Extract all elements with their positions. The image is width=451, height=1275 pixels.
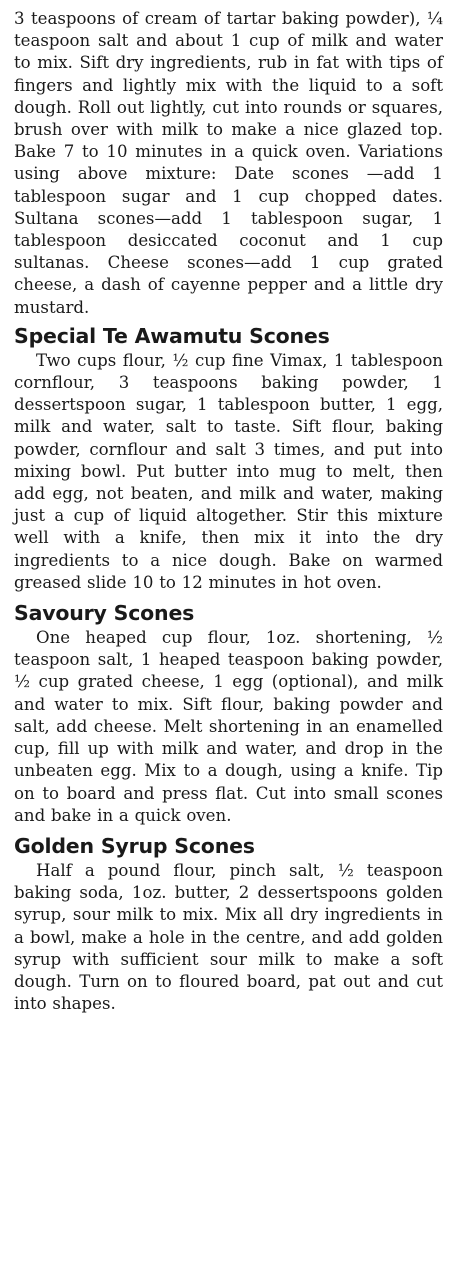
recipe-body: Two cups flour, ½ cup fine Vimax, 1 tablespoon cornflour, 3 teaspoons baking powder, 1 dessertspoon sugar, 1 tablespoon butter, 1 egg, milk and water, salt to taste. Sift flour, baking powder, cornflour and salt 3 times, and put into mixing bowl. Put butter into mug to melt, then add egg, not beaten, and milk and water, making just a cup of liquid altogether. Stir this mixture well with a knife, then mix it into the dry ingredients to a nice dough. Bake on warmed greased slide 10 to 12 minutes in hot oven. (14, 350, 443, 592)
recipe-body: Half a pound flour, pinch salt, ½ teaspoon baking soda, 1oz. butter, 2 dessertspoons golden syrup, sour milk to mix. Mix all dry ingredients in a bowl, make a hole in the centre, and add golden syrup with sufficient sour milk to make a soft dough. Turn on to floured board, pat out and cut into shapes. (14, 860, 443, 1014)
intro-paragraph: 3 teaspoons of cream of tartar baking powder), ¼ teaspoon salt and about 1 cup of milk and water to mix. Sift dry ingredients, rub in fat with tips of fingers and lightly mix with the liquid to a soft dough. Roll out lightly, cut into rounds or squares, brush over with milk to make a nice glazed top. Bake 7 to 10 minutes in a quick oven. Variations using above mixture: Date scones —add 1 tablespoon sugar and 1 cup chopped dates. Sultana scones—add 1 tablespoon sugar, 1 tablespoon desiccated coconut and 1 cup sultanas. Cheese scones—add 1 cup grated cheese, a dash of cayenne pepper and a little dry mustard. (14, 9, 443, 317)
recipe-body: One heaped cup flour, 1oz. shortening, ½ teaspoon salt, 1 heaped teaspoon baking powder, ½ cup grated cheese, 1 egg (optional), and milk and water to mix. Sift flour, baking powder and salt, add cheese. Melt shortening in an enamelled cup, fill up with milk and water, and drop in the unbeaten egg. Mix to a dough, using a knife. Tip on to board and press flat. Cut into small scones and bake in a quick oven. (14, 628, 443, 825)
recipe-savoury-scones (14, 600, 443, 827)
recipe-heading: Savoury Scones (14, 601, 195, 626)
recipe-golden-syrup-scones (14, 833, 443, 1015)
recipe-special-te-awamutu-scones (14, 323, 443, 594)
recipe-heading: Golden Syrup Scones (14, 833, 255, 858)
recipe-heading: Special Te Awamutu Scones (14, 323, 330, 348)
